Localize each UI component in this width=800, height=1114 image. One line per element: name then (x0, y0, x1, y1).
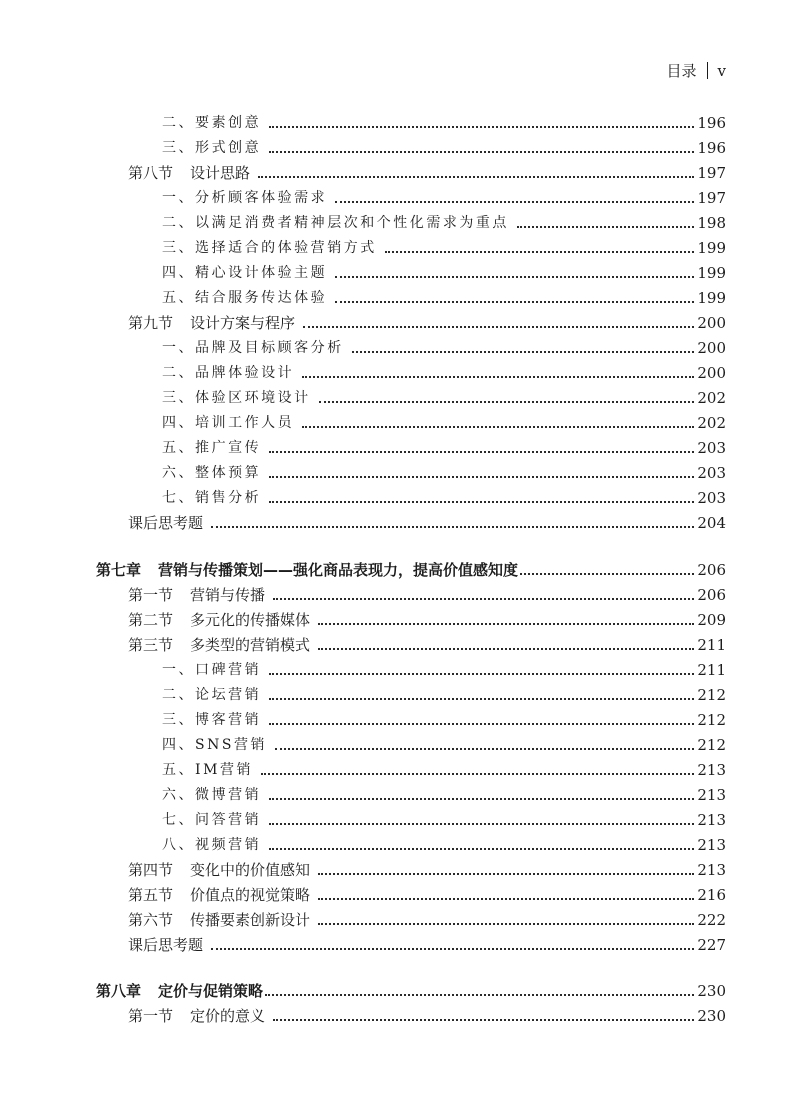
toc-page-number: 203 (697, 439, 726, 457)
toc-page-number: 196 (697, 114, 726, 132)
toc-entry-number: 八、 (162, 837, 196, 853)
toc-entry-label (128, 635, 310, 655)
toc-page-number: 200 (697, 364, 726, 382)
toc-item-entry (0, 183, 800, 208)
toc-entry-label (162, 213, 509, 233)
toc-entry-number: 一、 (162, 662, 196, 678)
toc-entry-number: 第六节 (128, 911, 174, 929)
dot-leader (335, 301, 694, 303)
toc-entry-number: 第三节 (128, 636, 174, 654)
toc-entry-title: 定价的意义 (190, 1007, 266, 1025)
toc-item-entry (0, 780, 800, 805)
toc-entry-label (96, 981, 263, 1001)
running-header-label: 目录 (666, 62, 697, 80)
toc-entry-number: 第一节 (128, 1007, 174, 1025)
toc-page-number: 199 (697, 289, 726, 307)
toc-section-entry (0, 880, 800, 905)
toc-chapter-entry (0, 976, 800, 1001)
toc-entry-title: IM营销 (195, 762, 253, 778)
toc-page-number: 203 (697, 464, 726, 482)
toc-entry-label (162, 338, 344, 358)
toc-page-number: 212 (697, 711, 726, 729)
toc-page-number: 196 (697, 139, 726, 157)
toc-item-entry (0, 680, 800, 705)
toc-item-entry (0, 655, 800, 680)
toc-item-entry (0, 233, 800, 258)
toc-entry-title: 定价与促销策略 (158, 982, 264, 1000)
toc-entry-title: 销售分析 (195, 490, 262, 506)
toc-entry-label (96, 560, 518, 580)
toc-entry-title: 设计思路 (190, 164, 251, 182)
toc-entry-title: 体验区环境设计 (195, 390, 311, 406)
toc-entry-number: 二、 (162, 365, 196, 381)
toc-entry-number: 第八章 (96, 982, 142, 1000)
dot-leader (335, 201, 694, 203)
toc-entry-title: 培训工作人员 (195, 415, 295, 431)
toc-section-entry (0, 605, 800, 630)
toc-entry-number: 第七章 (96, 561, 142, 579)
dot-leader (318, 923, 694, 925)
toc-item-entry (0, 408, 800, 433)
toc-entry-number: 第二节 (128, 611, 174, 629)
toc-entry-title: 营销与传播 (190, 586, 266, 604)
toc-entry-number: 六、 (162, 787, 196, 803)
dot-leader (520, 573, 694, 575)
dot-leader (352, 351, 694, 353)
toc-item-entry (0, 133, 800, 158)
toc-page-number: 199 (697, 264, 726, 282)
toc-section-entry (0, 308, 800, 333)
toc-section-entry (0, 580, 800, 605)
toc-entry-label (162, 835, 261, 855)
toc-page-number: 206 (697, 561, 726, 579)
toc-entry-number: 二、 (162, 115, 196, 131)
toc-page-number: 213 (697, 836, 726, 854)
toc-item-entry (0, 208, 800, 233)
toc-entry-title: 推广宣传 (195, 440, 262, 456)
toc-section-entry (0, 855, 800, 880)
toc-entry-title: 选择适合的体验营销方式 (195, 240, 377, 256)
toc-entry-number: 五、 (162, 440, 196, 456)
toc-item-entry (0, 383, 800, 408)
toc-entry-number: 第八节 (128, 164, 174, 182)
toc-entry-number: 三、 (162, 712, 196, 728)
toc-entry-title: 论坛营销 (195, 687, 262, 703)
toc-page-number: 200 (697, 339, 726, 357)
toc-page-number: 197 (697, 164, 726, 182)
toc-page-number: 211 (697, 661, 726, 679)
toc-entry-title: 以满足消费者精神层次和个性化需求为重点 (195, 215, 509, 231)
toc-item-entry (0, 358, 800, 383)
dot-leader (258, 176, 694, 178)
toc-entry-title: 要素创意 (195, 115, 262, 131)
toc-item-entry (0, 258, 800, 283)
toc-entry-title: 微博营销 (195, 787, 262, 803)
dot-leader (303, 326, 694, 328)
toc-section-entry (0, 930, 800, 955)
toc-entry-number: 四、 (162, 415, 196, 431)
toc-page-number: 202 (697, 389, 726, 407)
dot-leader (269, 848, 694, 850)
dot-leader (318, 898, 694, 900)
dot-leader (273, 598, 694, 600)
dot-leader (211, 526, 694, 528)
toc-entry-label (162, 438, 261, 458)
toc-entry-label (128, 163, 250, 183)
toc-entry-title: 视频营销 (195, 837, 262, 853)
dot-leader (319, 401, 694, 403)
dot-leader (302, 376, 694, 378)
dot-leader (269, 501, 694, 503)
toc-page-number: 203 (697, 489, 726, 507)
toc-page-number: 206 (697, 586, 726, 604)
toc-entry-label (128, 313, 295, 333)
dot-leader (318, 623, 694, 625)
dot-leader (302, 426, 694, 428)
toc-page-number: 200 (697, 314, 726, 332)
toc-entry-label (162, 363, 294, 383)
toc-entry-title: SNS营销 (195, 737, 268, 753)
toc-item-entry (0, 458, 800, 483)
dot-leader (275, 748, 694, 750)
dot-leader (318, 873, 694, 875)
toc-entry-label (162, 488, 261, 508)
toc-entry-title: 品牌体验设计 (195, 365, 295, 381)
dot-leader (385, 251, 694, 253)
toc-entry-title: 精心设计体验主题 (195, 265, 328, 281)
toc-entry-label (162, 288, 327, 308)
dot-leader (269, 476, 694, 478)
toc-page-number: 209 (697, 611, 726, 629)
toc-entry-title: 形式创意 (195, 140, 262, 156)
toc-entry-number: 第九节 (128, 314, 174, 332)
toc-entry-label (162, 463, 261, 483)
toc-entry-title: 口碑营销 (195, 662, 262, 678)
toc-entry-label (128, 910, 310, 930)
toc-page-number: 216 (697, 886, 726, 904)
toc-item-entry (0, 805, 800, 830)
toc-item-entry (0, 705, 800, 730)
toc-entry-number: 一、 (162, 340, 196, 356)
toc-entry-title: 价值点的视觉策略 (190, 886, 311, 904)
toc-item-entry (0, 483, 800, 508)
dot-leader (269, 698, 694, 700)
dot-leader (269, 451, 694, 453)
dot-leader (269, 151, 694, 153)
toc-page-number: 204 (697, 514, 726, 532)
toc-entry-label (162, 413, 294, 433)
dot-leader (269, 126, 694, 128)
toc-page-number: 213 (697, 861, 726, 879)
toc-entry-number: 第一节 (128, 586, 174, 604)
running-header (667, 60, 727, 81)
toc-entry-label (128, 885, 310, 905)
dot-leader (273, 1019, 694, 1021)
toc-entry-number: 五、 (162, 762, 196, 778)
toc-page-number: 199 (697, 239, 726, 257)
dot-leader (517, 226, 694, 228)
toc-entry-title: 结合服务传达体验 (195, 290, 328, 306)
toc-entry-label (162, 685, 261, 705)
toc-entry-title: 品牌及目标顾客分析 (195, 340, 344, 356)
toc-page-number: 222 (697, 911, 726, 929)
dot-leader (269, 823, 694, 825)
toc-entry-number: 七、 (162, 490, 196, 506)
toc-entry-label (162, 388, 311, 408)
toc-section-entry (0, 630, 800, 655)
dot-leader (261, 773, 694, 775)
toc-page-number: 202 (697, 414, 726, 432)
toc-entry-label (162, 810, 261, 830)
toc-page-number: 213 (697, 761, 726, 779)
toc-item-entry (0, 730, 800, 755)
toc-entry-number: 六、 (162, 465, 196, 481)
dot-leader (269, 723, 694, 725)
toc-entry-title: 传播要素创新设计 (190, 911, 311, 929)
dot-leader (335, 276, 694, 278)
toc-chapter-entry (0, 555, 800, 580)
toc-entry-label (128, 935, 203, 955)
toc-entry-number: 二、 (162, 687, 196, 703)
toc-entry-label (128, 585, 265, 605)
toc-page-number: 213 (697, 811, 726, 829)
toc-entry-label (162, 138, 261, 158)
toc-item-entry (0, 830, 800, 855)
toc-entry-label (162, 710, 261, 730)
toc-page-number: 212 (697, 686, 726, 704)
dot-leader (269, 798, 694, 800)
toc-item-entry (0, 333, 800, 358)
toc-section-entry (0, 158, 800, 183)
toc-section-entry (0, 508, 800, 533)
toc-page-number: 198 (697, 214, 726, 232)
toc-entry-label (128, 1006, 265, 1026)
toc-page-number: 230 (697, 1007, 726, 1025)
dot-leader (269, 673, 694, 675)
toc-entry-label (162, 188, 327, 208)
toc-entry-number: 五、 (162, 290, 196, 306)
toc-entry-title: 博客营销 (195, 712, 262, 728)
toc-item-entry (0, 283, 800, 308)
toc-item-entry (0, 433, 800, 458)
toc-page-number: 197 (697, 189, 726, 207)
toc-entry-number: 七、 (162, 812, 196, 828)
toc-entry-label (162, 660, 261, 680)
toc-entry-title: 设计方案与程序 (190, 314, 296, 332)
dot-leader (318, 648, 694, 650)
toc-entry-number: 四、 (162, 737, 196, 753)
toc-entry-title: 问答营销 (195, 812, 262, 828)
toc-entry-title: 变化中的价值感知 (190, 861, 311, 879)
toc-entry-title: 分析顾客体验需求 (195, 190, 328, 206)
toc-page-number: 212 (697, 736, 726, 754)
toc-entry-number: 一、 (162, 190, 196, 206)
toc-entry-title: 课后思考题 (128, 936, 204, 954)
dot-leader (265, 994, 694, 996)
toc-entry-label (128, 610, 310, 630)
toc-entry-number: 二、 (162, 215, 196, 231)
toc-page-number: 211 (697, 636, 726, 654)
toc-entry-title: 课后思考题 (128, 514, 204, 532)
toc-entry-title: 整体预算 (195, 465, 262, 481)
toc-entry-title: 营销与传播策划——强化商品表现力，提高价值感知度 (158, 561, 519, 579)
toc-entry-title: 多元化的传播媒体 (190, 611, 311, 629)
toc-entry-label (128, 513, 203, 533)
toc-entry-label (162, 238, 377, 258)
toc-entry-label (162, 735, 267, 755)
toc-page-number: 227 (697, 936, 726, 954)
toc-item-entry (0, 108, 800, 133)
toc-page-number: 213 (697, 786, 726, 804)
toc-entry-label (128, 860, 310, 880)
toc-entry-number: 第五节 (128, 886, 174, 904)
toc-entry-label (162, 785, 261, 805)
toc-section-entry (0, 1001, 800, 1026)
toc-section-entry (0, 905, 800, 930)
toc-entry-label (162, 760, 253, 780)
toc-entry-title: 多类型的营销模式 (190, 636, 311, 654)
toc-entry-number: 三、 (162, 390, 196, 406)
toc-entry-label (162, 263, 327, 283)
toc-page-number: 230 (697, 982, 726, 1000)
toc-item-entry (0, 755, 800, 780)
toc-entry-number: 三、 (162, 140, 196, 156)
running-header-page-number: v (717, 61, 726, 80)
toc-entry-number: 三、 (162, 240, 196, 256)
toc-entry-label (162, 113, 261, 133)
toc-entry-number: 第四节 (128, 861, 174, 879)
toc-entry-number: 四、 (162, 265, 196, 281)
running-header-divider (707, 62, 708, 79)
dot-leader (211, 948, 694, 950)
